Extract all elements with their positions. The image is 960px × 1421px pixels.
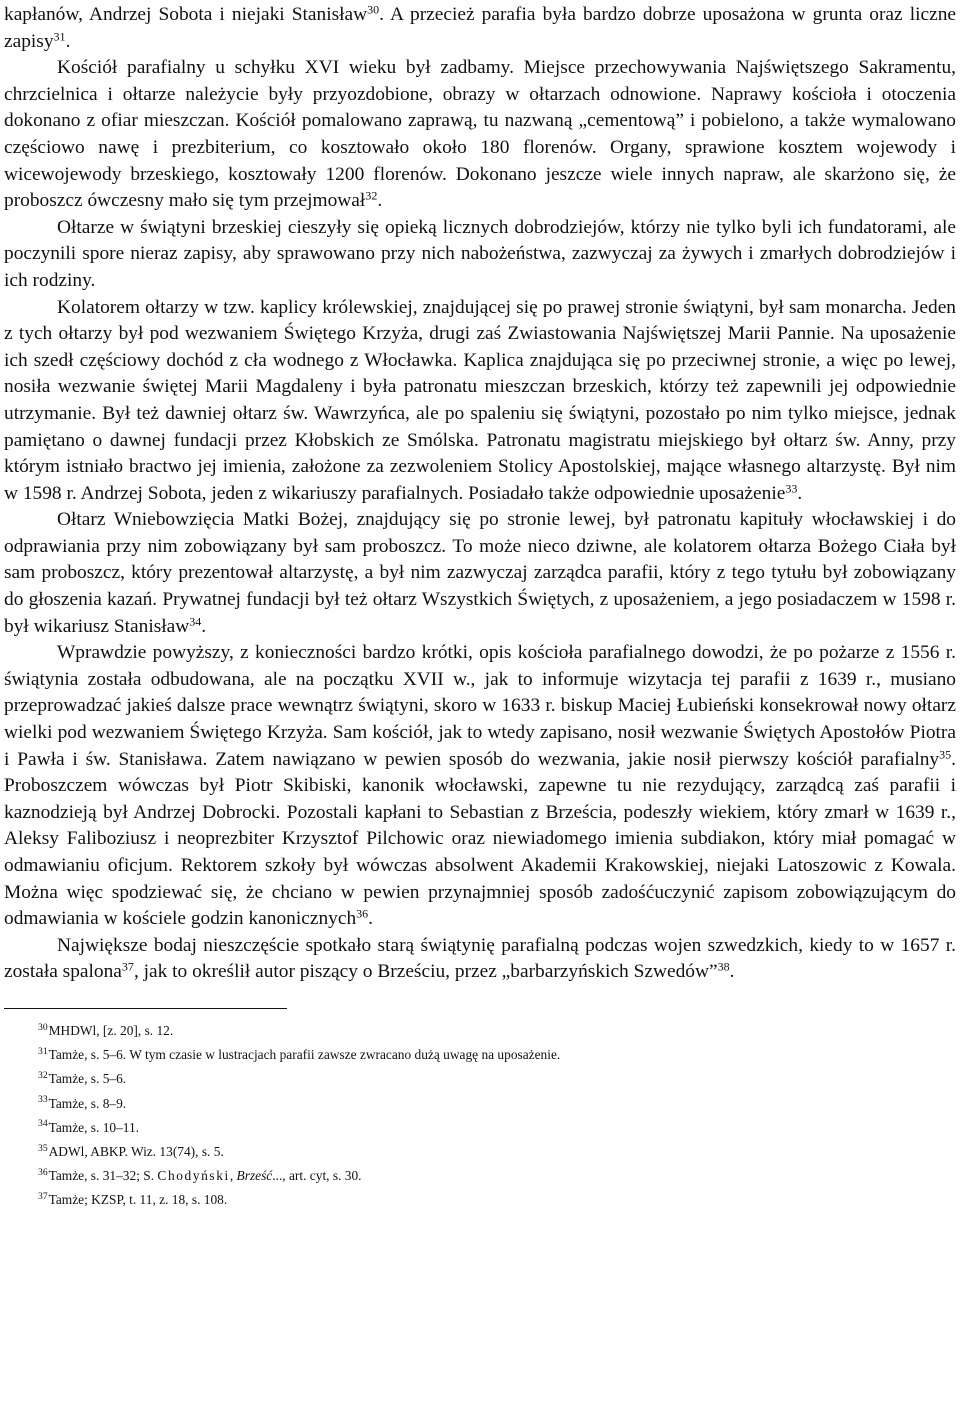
text-run: Tamże, s. 5–6. W tym czasie w lustracjach parafii zawsze zwracano dużą uwagę na uposażenie.: [48, 1047, 561, 1063]
footnote-ref: 38: [717, 959, 730, 974]
text-run: ,: [229, 1168, 237, 1184]
paragraph: [4, 507, 956, 640]
text-run: .: [797, 482, 803, 504]
footnote-ref: 32: [365, 188, 378, 203]
text-run: .: [377, 190, 383, 212]
footnote: [38, 1188, 956, 1212]
paragraph: [4, 295, 956, 508]
text-run: ..., art. cyt, s. 30.: [272, 1168, 362, 1184]
text-run: Kościół parafialny u schyłku XVI wieku był zadbamy. Miejsce przechowywania Najświętszego Sakramentu, chrzcielnica i ołtarze należycie były przyozdobione, obrazy w ołtarzach odnowione. Naprawy kościoła i otoczenia dokonano z ofiar mieszczan. Kościół pomalowano zaprawą, tu nazwaną „cementową” i pobielono, a także wymalowano częściowo nawę i prezbiterium, co kosztowało około 180 florenów. Organy, sprawione kosztem wojewody i wicewojewody brzeskiego, kosztowały 1200 florenów. Dokonano jeszcze wiele innych napraw, ale skarżono się, że proboszcz ówczesny mało się tym przejmował: [4, 57, 956, 212]
text-run: Kolatorem ołtarzy w tzw. kaplicy królewskiej, znajdującej się po prawej stronie świątyni, był sam monarcha. Jeden z tych ołtarzy był pod wezwaniem Świętego Krzyża, drugi zaś Zwiastowania Najświętszej Marii Pannie. Na uposażenie ich szedł częściowy dochód z cła wodnego z Włocławka. Kaplica znajdująca się po przeciwnej stronie, a więc po lewej, nosiła wezwanie świętej Marii Magdaleny i była patronatu mieszczan brzeskich, którzy też zapewnili jej odpowiednie utrzymanie. Był też dawniej ołtarz św. Wawrzyńca, ale po spaleniu się świątyni, pozostało po nim tylko miejsce, jednak pamiętano o dawnej fundacji przez Kłobskich ze Smólska. Patronatu magistratu miejskiego był ołtarz św. Anny, przy którym istniało bractwo jej imienia, założone za zezwoleniem Stolicy Apostolskiej, mające własnego altarzystę. Był nim w 1598 r. Andrzej Sobota, jeden z wikariuszy parafialnych. Posiadało także odpowiednie uposażenie: [4, 296, 956, 504]
footnote-number: 33: [38, 1094, 48, 1106]
text-run: Tamże, s. 5–6.: [48, 1071, 127, 1087]
text-run: .: [65, 30, 71, 52]
author-name: Chodyński: [157, 1168, 230, 1184]
footnote-number: 32: [38, 1070, 48, 1082]
text-run: Tamże; KZSP, t. 11, z. 18, s. 108.: [48, 1192, 228, 1208]
text-run: Ołtarze w świątyni brzeskiej cieszyły się opieką licznych dobrodziejów, którzy nie tylko byli ich fundatorami, ale poczynili spore nieraz zapisy, aby sprawowano przy nich nabożeństwa, zazwyczaj za żywych i zmarłych dobrodziejów i ich rodziny.: [4, 216, 956, 291]
text-run: ADWl, ABKP. Wiz. 13(74), s. 5.: [48, 1143, 224, 1159]
footnote-number: 35: [38, 1142, 48, 1154]
footnote-ref: 34: [189, 614, 202, 629]
paragraph: [4, 215, 956, 295]
footnote-ref: 36: [356, 906, 369, 921]
footnote-number: 36: [38, 1166, 48, 1178]
footnote: [38, 1019, 956, 1043]
text-run: .: [368, 908, 374, 930]
text-run: MHDWl, [z. 20], s. 12.: [48, 1022, 174, 1038]
footnote-ref: 30: [367, 2, 380, 17]
text-run: Tamże, s. 8–9.: [48, 1095, 127, 1111]
main-text: [4, 2, 956, 986]
footnote: [38, 1043, 956, 1067]
text-run: kapłanów, Andrzej Sobota i niejaki Stanisław: [4, 4, 368, 25]
footnote-number: 30: [38, 1021, 48, 1033]
footnote: [38, 1140, 956, 1164]
italic-title: Brześć: [236, 1168, 273, 1184]
text-run: Tamże, s. 31–32; S.: [48, 1168, 158, 1184]
text-run: Tamże, s. 10–11.: [48, 1119, 140, 1135]
text-run: , jak to określił autor piszący o Brześciu, przez „barbarzyńskich Szwedów”: [133, 961, 718, 983]
footnote-ref: 33: [785, 481, 798, 496]
footnote-ref: 31: [53, 28, 66, 43]
footnotes-section: [4, 1019, 956, 1213]
paragraph: [4, 2, 956, 55]
text-run: Wprawdzie powyższy, z konieczności bardzo krótki, opis kościoła parafialnego dowodzi, że po pożarze z 1556 r. świątynia została odbudowana, ale na początku XVII w., jak to informuje wizytacja tej parafii z 1639 r., musiano przeprowadzać jakieś dalsze prace wewnątrz świątyni, skoro w 1633 r. biskup Maciej Łubieński konsekrował nowy ołtarz wielki pod wezwaniem Świętego Krzyża. Sam kościół, jak to wtedy zapisano, nosił wezwanie Świętych Apostołów Piotra i Pawła i św. Stanisława. Zatem nawiązano w pewien sposób do wezwania, jakie nosił pierwszy kościół parafialny: [4, 642, 956, 770]
text-run: Największe bodaj nieszczęście spotkało starą świątynię parafialną podczas wojen szwedzkich, kiedy to w 1657 r. została spalona: [4, 934, 956, 983]
footnote-separator: [4, 1008, 287, 1009]
footnote: [38, 1116, 956, 1140]
text-run: .: [201, 615, 207, 637]
text-run: . A przecież parafia była bardzo dobrze uposażona w grunta oraz liczne zapisy: [4, 4, 957, 52]
text-run: .: [729, 961, 735, 983]
text-run: . Proboszczem wówczas był Piotr Skibiski, kanonik włocławski, zapewne tu nie rezydujący, zarządcą zaś parafii i kaznodzieją był Andrzej Dobrocki. Pozostali kapłani to Sebastian z Brześcia, podeszły wiekiem, który zmarł w 1639 r., Aleksy Faliboziusz i neoprezbiter Krzysztof Pilchowic oraz niewiadomego imienia subdiakon, który miał pomagać w odmawianiu oficjum. Rektorem szkoły był wówczas absolwent Akademii Krakowskiej, niejaki Latoszowic z Kowala. Można więc spodziewać się, że chciano w pewien przynajmniej sposób zadośćuczynić zapisom zobowiązującym do odmawiania w kościele godzin kanonicznych: [4, 748, 956, 930]
footnote-number: 31: [38, 1045, 48, 1057]
paragraph: [4, 55, 956, 215]
paragraph: [4, 933, 956, 986]
footnote-ref: 35: [939, 747, 952, 762]
footnote: [38, 1092, 956, 1116]
footnote: [38, 1164, 956, 1188]
footnote-number: 34: [38, 1118, 48, 1130]
footnote-number: 37: [38, 1191, 48, 1203]
footnote-ref: 37: [121, 959, 134, 974]
paragraph: [4, 640, 956, 933]
text-run: Ołtarz Wniebowzięcia Matki Bożej, znajdujący się po stronie lewej, był patronatu kapituły włocławskiej i do odprawiania przy nim zobowiązany był sam proboszcz. To może nieco dziwne, ale kolatorem ołtarza Bożego Ciała był sam proboszcz, który prezentował altarzystę, a był nim zazwyczaj zarządca parafii, który z tego tytułu był zobowiązany do głoszenia kazań. Prywatnej fundacji był też ołtarz Wszystkich Świętych, z uposażeniem, a jego posiadaczem w 1598 r. był wikariusz Stanisław: [4, 509, 956, 637]
footnote: [38, 1067, 956, 1091]
